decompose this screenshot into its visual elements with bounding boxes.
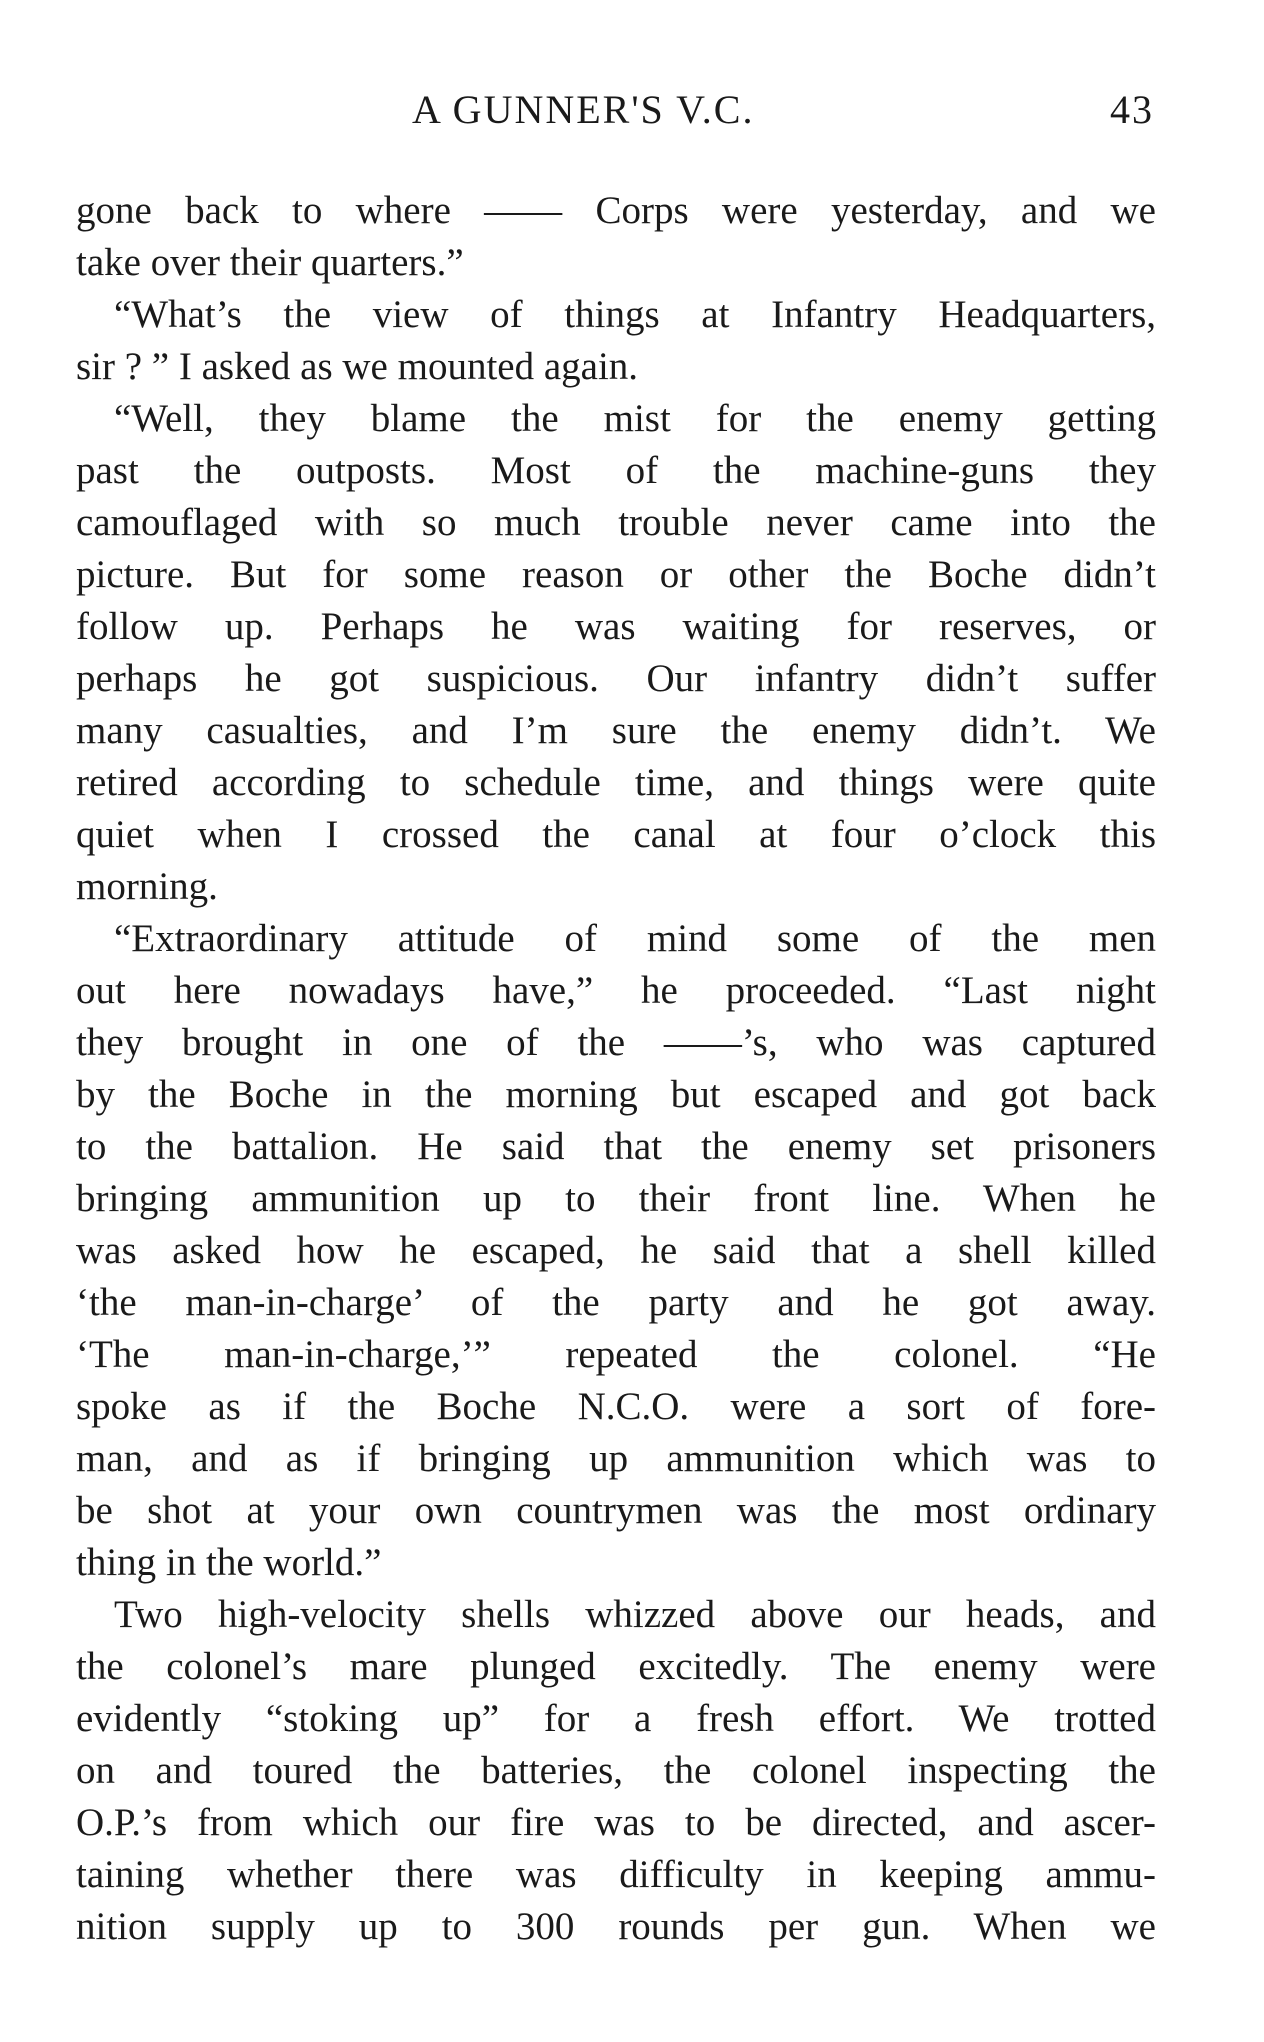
text-line: O.P.’s from which our fire was to be directed, and ascer- <box>76 1801 1156 1844</box>
text-line: “What’s the view of things at Infantry Headquarters, <box>114 293 1156 336</box>
running-head <box>0 86 1264 146</box>
text-line: taining whether there was difficulty in keeping ammu- <box>76 1853 1156 1896</box>
text-line: by the Boche in the morning but escaped and got back <box>76 1073 1156 1116</box>
text-line: retired according to schedule time, and things were quite <box>76 761 1156 804</box>
text-line: evidently “stoking up” for a fresh effort. We trotted <box>76 1697 1156 1740</box>
text-line: “Well, they blame the mist for the enemy getting <box>114 397 1156 440</box>
text-line: out here nowadays have,” he proceeded. “Last night <box>76 969 1156 1012</box>
text-line: they brought in one of the ——’s, who was captured <box>76 1021 1156 1064</box>
text-line: thing in the world.” <box>76 1541 382 1584</box>
text-line: ‘the man-in-charge’ of the party and he got away. <box>76 1281 1156 1324</box>
running-title: A GUNNER'S V.C. <box>412 87 755 132</box>
text-line: take over their quarters.” <box>76 241 464 284</box>
text-line: past the outposts. Most of the machine-guns they <box>76 449 1156 492</box>
text-line: spoke as if the Boche N.C.O. were a sort of fore- <box>76 1385 1156 1428</box>
text-line: bringing ammunition up to their front line. When he <box>76 1177 1156 1220</box>
text-line: picture. But for some reason or other the Boche didn’t <box>76 553 1156 596</box>
text-line: be shot at your own countrymen was the most ordinary <box>76 1489 1156 1532</box>
body-text <box>76 185 1156 1953</box>
text-line: morning. <box>76 865 218 908</box>
text-line: to the battalion. He said that the enemy set prisoners <box>76 1125 1156 1168</box>
text-line: sir ? ” I asked as we mounted again. <box>76 345 639 388</box>
text-line: many casualties, and I’m sure the enemy didn’t. We <box>76 709 1156 752</box>
text-line: “Extraordinary attitude of mind some of the men <box>114 917 1156 960</box>
text-line: quiet when I crossed the canal at four o’clock this <box>76 813 1156 856</box>
text-line: gone back to where —— Corps were yesterday, and we <box>76 189 1156 232</box>
page-number: 43 <box>1110 87 1154 132</box>
text-line: the colonel’s mare plunged excitedly. The enemy were <box>76 1645 1156 1688</box>
text-line: was asked how he escaped, he said that a shell killed <box>76 1229 1156 1272</box>
text-line: on and toured the batteries, the colonel inspecting the <box>76 1749 1156 1792</box>
text-line: perhaps he got suspicious. Our infantry didn’t suffer <box>76 657 1156 700</box>
text-line: nition supply up to 300 rounds per gun. When we <box>76 1905 1156 1948</box>
text-line: man, and as if bringing up ammunition which was to <box>76 1437 1156 1480</box>
text-line: Two high-velocity shells whizzed above our heads, and <box>114 1593 1156 1636</box>
text-line: follow up. Perhaps he was waiting for reserves, or <box>76 605 1156 648</box>
text-line: camouflaged with so much trouble never came into the <box>76 501 1156 544</box>
text-line: ‘The man-in-charge,’” repeated the colonel. “He <box>76 1333 1156 1376</box>
